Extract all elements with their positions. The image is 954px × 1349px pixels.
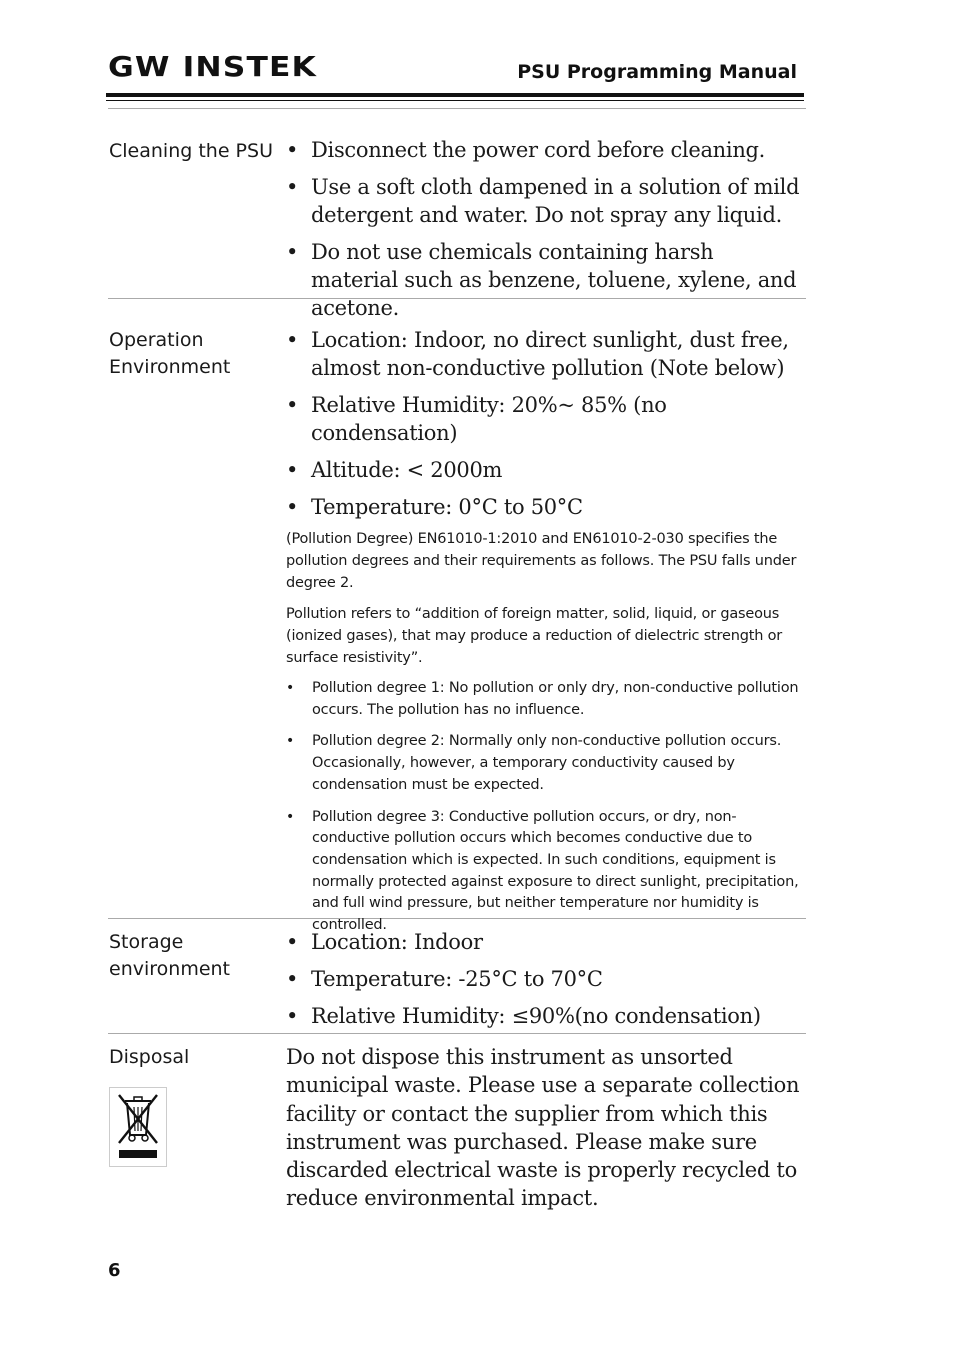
list-item: • Temperature: -25°C to 70°C — [286, 965, 806, 993]
section-divider-top — [108, 108, 806, 109]
list-item: • Relative Humidity: ≤90%(no condensation) — [286, 1002, 806, 1030]
brand-logo: GW INSTEK — [108, 50, 317, 83]
pollution-definition: Pollution refers to “addition of foreign matter, solid, liquid, or gaseous (ionized gases), that may produce a reduction of dielectric strength or surface resistivity”. — [286, 606, 783, 666]
list-item: • Pollution degree 2: Normally only non-conductive pollution occurs. Occasionally, however, a temporary conductivity caused by condensation must be expected. — [286, 731, 806, 796]
list-item: • Use a soft cloth dampened in a solution of mild detergent and water. Do not spray any liquid. — [286, 173, 806, 229]
cleaning-list — [286, 136, 806, 322]
header-rule-thin — [106, 100, 804, 101]
list-item: • Temperature: 0°C to 50°C — [286, 493, 806, 521]
section-label-cleaning: Cleaning the PSU — [109, 140, 273, 162]
list-item: • Relative Humidity: 20%~ 85% (no condensation) — [286, 391, 806, 447]
section-label-disposal: Disposal — [109, 1046, 190, 1068]
disposal-text: Do not dispose this instrument as unsorted municipal waste. Please use a separate collection facility or contact the supplier from which this instrument was purchased. Please make sure discarded electrical waste is properly recycled to reduce environmental impact. — [286, 1045, 800, 1211]
page-number: 6 — [108, 1260, 121, 1281]
list-item: • Location: Indoor — [286, 928, 806, 956]
header-title: PSU Programming Manual — [517, 61, 797, 83]
section-label-operation: Operation Environment — [109, 329, 231, 378]
cleaning-content — [286, 136, 806, 331]
list-item: • Pollution degree 3: Conductive pollution occurs, or dry, non-conductive pollution occurs which becomes conductive due to condensation which is expected. In such conditions, equipment is normally protected against exposure to direct sunlight, precipitation, and full wind pressure, but neither temperature nor humidity is controlled. — [286, 807, 806, 937]
operation-content — [286, 326, 806, 947]
section-cleaning — [108, 136, 806, 320]
list-item: • Pollution degree 1: No pollution or only dry, non-conductive pollution occurs. The pollution has no influence. — [286, 678, 806, 721]
header-rule-thick — [106, 93, 804, 97]
storage-content — [286, 928, 806, 1039]
pollution-note: (Pollution Degree) EN61010-1:2010 and EN61010-2-030 specifies the pollution degrees and their requirements as follows. The PSU falls under degree 2. — [286, 531, 797, 591]
section-label-storage: Storage environment — [109, 931, 231, 980]
weee-crossed-bin-icon — [109, 1087, 167, 1167]
list-item: • Do not use chemicals containing harsh material such as benzene, toluene, xylene, and acetone. — [286, 238, 806, 322]
list-item: • Disconnect the power cord before cleaning. — [286, 136, 806, 164]
operation-list — [286, 326, 806, 521]
disposal-content — [286, 1043, 806, 1213]
section-disposal — [108, 1043, 806, 1223]
section-storage-environment — [108, 928, 806, 1034]
storage-list — [286, 928, 806, 1030]
list-item: • Location: Indoor, no direct sunlight, dust free, almost non-conductive pollution (Note below) — [286, 326, 806, 382]
list-item: • Altitude: < 2000m — [286, 456, 806, 484]
pollution-degree-list — [286, 678, 806, 937]
section-operation-environment — [108, 326, 806, 934]
